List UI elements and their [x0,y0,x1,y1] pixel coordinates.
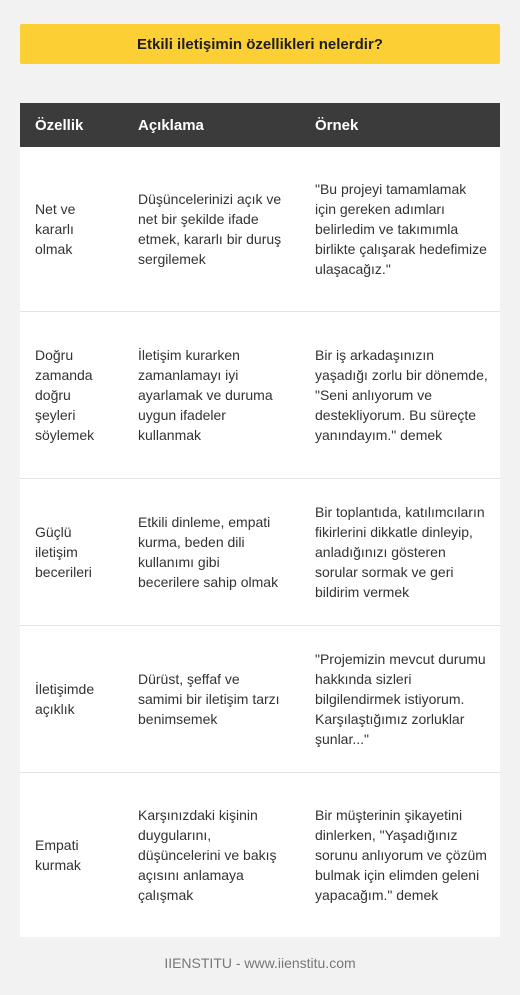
cell-description: Karşınızdaki kişinin duygularını, düşüncelerini ve bakış açısını anlamaya çalışmak [138,807,277,903]
cell-example: "Bu projeyi tamamlamak için gereken adımları belirledim ve takımımla birlikte çalışarak hedefimize ulaşacağız." [315,181,487,277]
cell-description: Etkili dinleme, empati kurma, beden dili kullanımı gibi becerilere sahip olmak [138,514,279,590]
cell-example: Bir toplantıda, katılımcıların fikirlerini dikkatle dinleyip, anladığınızı gösteren sorular sormak ve geri bildirim vermek [315,504,485,600]
table-row [20,312,500,479]
cell-description: Düşüncelerinizi açık ve net bir şekilde ifade etmek, kararlı bir duruş sergilemek [138,191,282,267]
header-example: Örnek [315,116,359,134]
table-row [20,479,500,626]
page-title: Etkili iletişimin özellikleri nelerdir? [20,24,500,64]
cell-example: Bir müşterinin şikayetini dinlerken, "Yaşadığınız sorunu anlıyorum ve çözüm bulmak için elimden geleni yapacağım." demek [315,807,487,903]
cell-feature: Empati kurmak [35,837,81,873]
cell-feature: Güçlü iletişim becerileri [35,524,92,580]
cell-feature: İletişimde açıklık [35,681,95,717]
cell-feature: Net ve kararlı olmak [35,201,76,257]
cell-feature: Doğru zamanda doğru şeyleri söylemek [35,347,95,443]
cell-example: "Projemizin mevcut durumu hakkında sizleri bilgilendirmek istiyorum. Karşılaştığımız zorluklar şunlar..." [315,651,486,747]
features-table [20,103,500,937]
table-header-row [20,103,500,147]
cell-description: İletişim kurarken zamanlamayı iyi ayarlamak ve duruma uygun ifadeler kullanmak [138,347,273,443]
cell-example: Bir iş arkadaşınızın yaşadığı zorlu bir dönemde, "Seni anlıyorum ve destekliyorum. Bu süreçte yanındayım." demek [315,347,488,443]
footer-credit: IIENSTITU - www.iienstitu.com [164,955,356,971]
table-row [20,773,500,937]
table-row [20,626,500,773]
table-row [20,147,500,312]
cell-description: Dürüst, şeffaf ve samimi bir iletişim tarzı benimsemek [138,671,280,727]
header-description: Açıklama [138,116,204,134]
header-feature: Özellik [35,116,84,134]
